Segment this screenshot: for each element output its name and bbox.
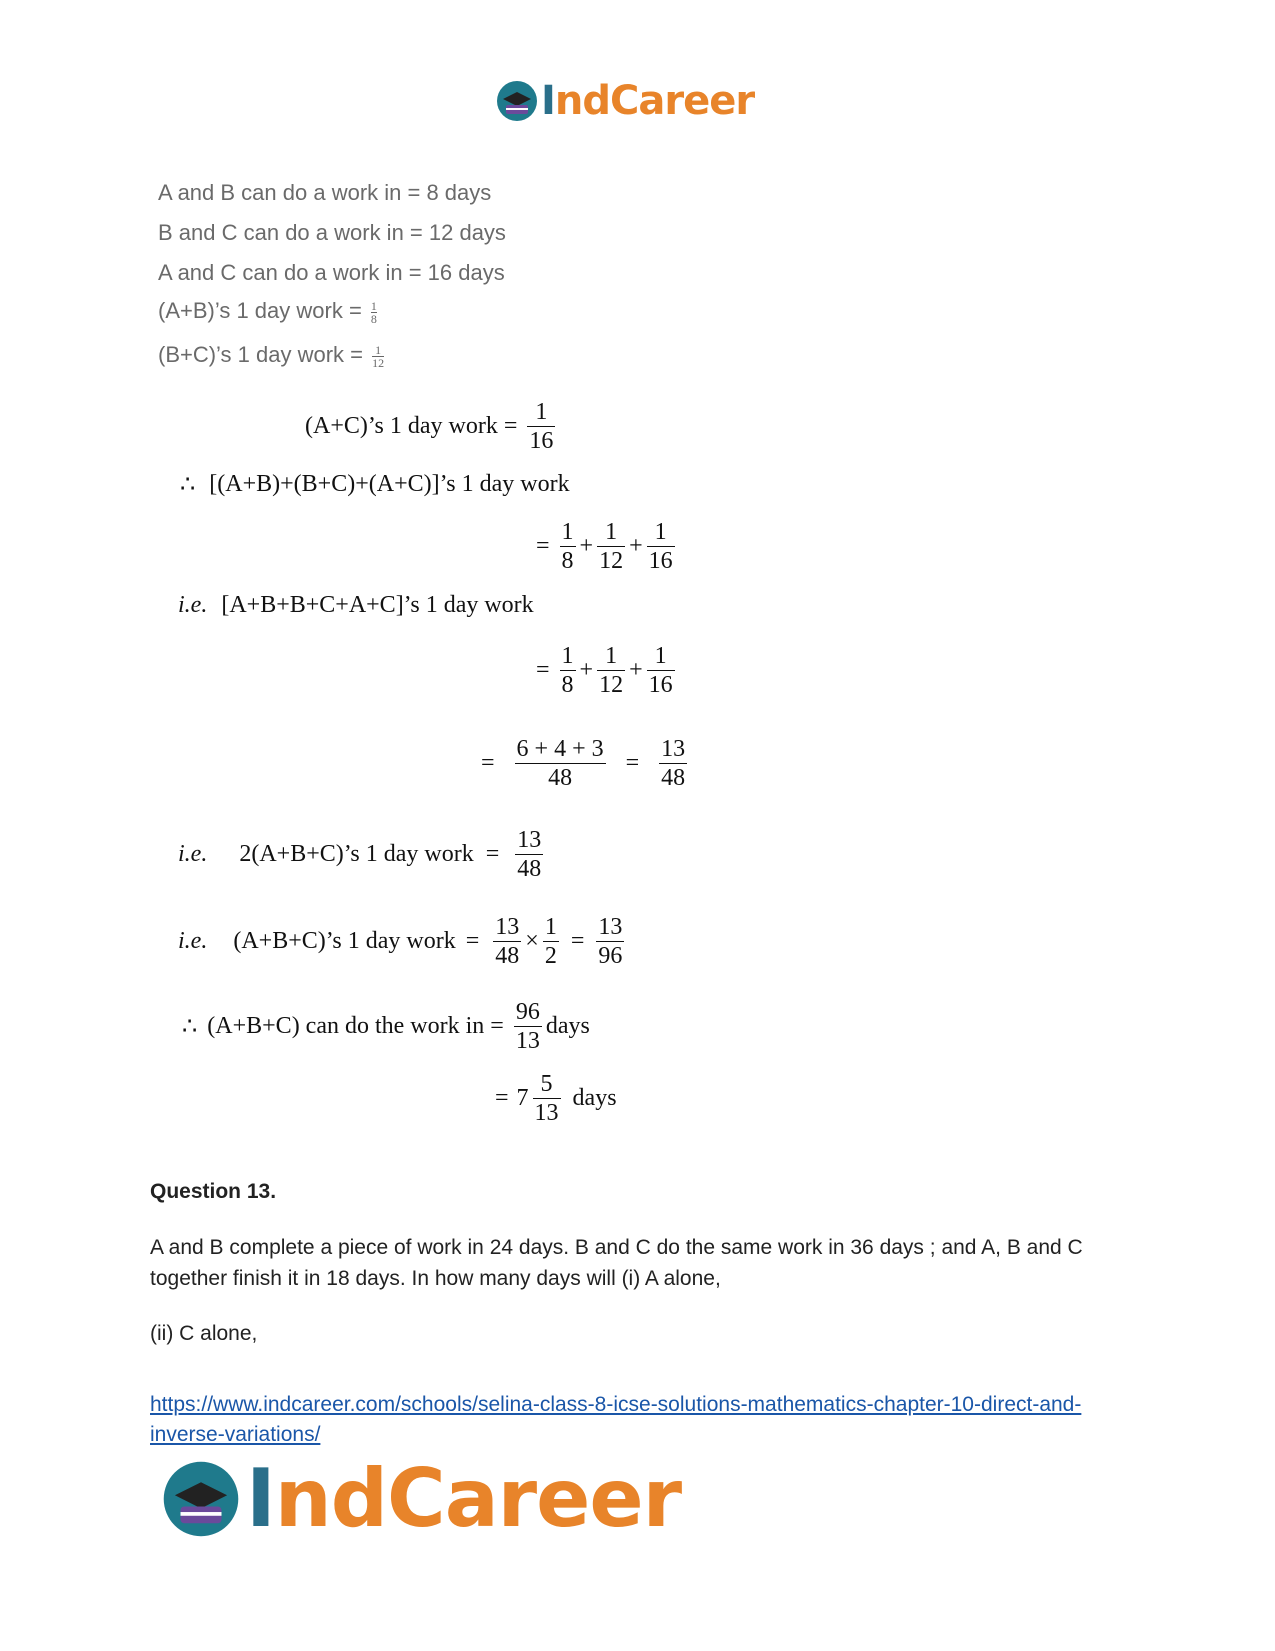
fraction: 13 48 <box>495 914 520 969</box>
fraction: 1 8 <box>561 519 574 574</box>
fraction: 1 12 <box>599 519 624 574</box>
fraction: 1 16 <box>648 519 673 574</box>
footer-logo <box>160 1452 681 1545</box>
question-subpart: (ii) C alone, <box>150 1322 258 1345</box>
mixed-number-line <box>495 1070 617 1127</box>
sum-label: [(A+B)+(B+C)+(A+C)]’s 1 day work <box>209 471 570 497</box>
fraction: 1 12 <box>599 643 624 698</box>
sum-fractions-2 <box>530 642 679 699</box>
fraction: 13 48 <box>661 736 686 791</box>
question-text: A and B complete a piece of work in 24 days. B and C do the same work in 36 days ; and A, B and C together finish it in 18 days. In how many days will (i) A alone, <box>150 1236 1083 1290</box>
times: × <box>525 928 539 954</box>
bc-fraction-den: 12 <box>372 355 385 370</box>
two-abc-label: 2(A+B+C)’s 1 day work <box>239 841 474 867</box>
logo-text-i: I <box>541 78 555 124</box>
ie-text: i.e. <box>178 592 208 618</box>
logo-text-rest: ndCareer <box>274 1452 682 1545</box>
graduation-cap-book-logo-icon <box>495 79 539 123</box>
bc-day-work-line <box>158 342 384 369</box>
question-heading: Question 13. <box>150 1180 277 1203</box>
header-logo <box>495 78 754 124</box>
graduation-cap-book-logo-icon <box>160 1458 242 1540</box>
equals: = <box>495 1085 509 1111</box>
ab-fraction-den: 8 <box>370 311 377 326</box>
equals: = <box>485 841 500 867</box>
ab-fraction-num: 1 <box>370 298 377 313</box>
sum-fractions-1 <box>530 518 679 575</box>
lcm-sum-line <box>475 735 691 792</box>
ie-text: i.e. <box>178 841 208 867</box>
given-line-bc: B and C can do a work in = 12 days <box>158 220 506 245</box>
logo-text-i: I <box>246 1452 275 1545</box>
final-days-line <box>182 998 590 1055</box>
logo-text-rest: ndCareer <box>554 78 755 124</box>
sum-label-line <box>180 470 570 499</box>
plus: + <box>579 533 594 559</box>
ab-fraction <box>371 300 377 325</box>
fraction: 96 13 <box>515 999 540 1054</box>
equals: = <box>536 657 550 683</box>
ab-day-work-line <box>158 298 377 325</box>
plus: + <box>579 657 594 683</box>
bc-fraction-num: 1 <box>375 342 382 357</box>
whole-part: 7 <box>516 1085 529 1111</box>
fraction: 1 2 <box>544 914 557 969</box>
equals: = <box>536 533 550 559</box>
given-line-ac: A and C can do a work in = 16 days <box>158 260 505 285</box>
equals: = <box>465 928 480 954</box>
fraction: 6 + 4 + 3 48 <box>516 736 604 791</box>
equals: = <box>503 413 518 439</box>
equals: = <box>481 750 495 776</box>
source-link[interactable]: https://www.indcareer.com/schools/selina-class-8-icse-solutions-mathematics-chapter-10-direct-and-inverse-variations/ <box>150 1393 1082 1446</box>
fraction: 13 48 <box>517 827 542 882</box>
bc-day-work-label: (B+C)’s 1 day work = <box>158 342 364 367</box>
ie-label-line-1 <box>178 592 534 619</box>
fraction: 1 16 <box>529 399 554 454</box>
therefore-symbol: ∴ <box>182 1014 198 1040</box>
therefore-symbol: ∴ <box>180 472 196 498</box>
ac-label: (A+C)’s 1 day work <box>305 413 498 439</box>
fraction: 1 16 <box>648 643 673 698</box>
plus: + <box>629 657 643 683</box>
fraction: 5 13 <box>534 1071 559 1126</box>
given-line-ab: A and B can do a work in = 8 days <box>158 180 492 205</box>
ie-label-1: [A+B+B+C+A+C]’s 1 day work <box>221 592 534 618</box>
ie-text: i.e. <box>178 928 208 954</box>
ac-day-work-eq <box>305 398 559 455</box>
fraction: 1 8 <box>561 643 574 698</box>
days-unit: days <box>572 1085 617 1111</box>
abc-label: (A+B+C)’s 1 day work <box>233 928 456 954</box>
days-unit: days <box>545 1013 590 1039</box>
fraction: 13 96 <box>598 914 623 969</box>
abc-line <box>178 913 628 970</box>
equals: = <box>570 928 585 954</box>
ab-day-work-label: (A+B)’s 1 day work = <box>158 298 362 323</box>
equals: = <box>625 750 640 776</box>
plus: + <box>629 533 643 559</box>
final-label: (A+B+C) can do the work in = <box>207 1013 504 1039</box>
two-abc-line <box>178 826 547 883</box>
bc-fraction <box>372 344 384 369</box>
